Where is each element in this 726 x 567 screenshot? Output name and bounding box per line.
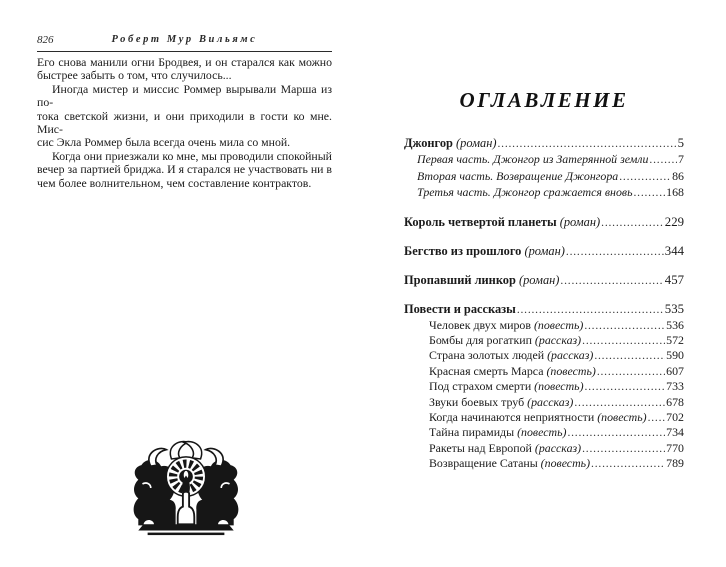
toc-entry-genre: (роман) xyxy=(556,214,601,229)
toc-entry xyxy=(404,456,684,471)
toc-entry-page: 535 xyxy=(664,301,684,316)
toc-entry xyxy=(404,152,684,169)
text-line: чем более волнительном, чем составление контрактов. xyxy=(37,175,312,190)
toc-entry xyxy=(404,169,684,186)
publisher-vignette-icon xyxy=(130,438,242,538)
toc-entry xyxy=(404,136,684,152)
body-text xyxy=(37,56,332,190)
toc-entry xyxy=(404,215,684,231)
dot-leader xyxy=(591,456,665,471)
toc-entry-page: 5 xyxy=(677,136,684,150)
toc-entry xyxy=(404,441,684,456)
toc-entry-title: Возвращение Сатаны (повесть) xyxy=(429,456,591,471)
toc-entry-genre: (повесть) xyxy=(543,363,596,378)
toc-entry xyxy=(404,348,684,363)
text-line: сис Экла Роммер была всегда очень мила со мной. xyxy=(37,135,291,150)
toc-entry xyxy=(404,333,684,348)
toc-entry-genre: (рассказ) xyxy=(544,348,594,363)
toc-entry-genre: (рассказ) xyxy=(531,440,582,455)
table-of-contents xyxy=(404,88,684,472)
toc-entry xyxy=(404,364,684,379)
dot-leader xyxy=(649,152,677,169)
dot-leader xyxy=(619,169,671,186)
toc-entry-genre: (роман) xyxy=(515,272,560,287)
dot-leader xyxy=(497,136,676,152)
toc-entry-page: 734 xyxy=(666,425,684,440)
toc-entry-genre: (роман) xyxy=(521,243,565,258)
toc-entry-page: 457 xyxy=(664,272,684,287)
header-rule xyxy=(37,51,332,52)
toc-entry xyxy=(404,244,684,260)
toc-entry-genre: (роман) xyxy=(452,136,497,150)
toc-entry-genre: (повесть) xyxy=(514,425,567,440)
toc-entry-page: 344 xyxy=(664,243,684,258)
dot-leader xyxy=(584,318,665,333)
dot-leader xyxy=(582,333,665,348)
text-line: тока светской жизни, и они приходили в гости ко мне. Мис- xyxy=(37,108,332,137)
toc-entry xyxy=(404,185,684,202)
toc-entry-title: Пропавший линкор (роман) xyxy=(404,272,560,287)
dot-leader xyxy=(597,364,665,379)
toc-entry xyxy=(404,273,684,289)
dot-leader xyxy=(648,410,666,425)
toc-entry xyxy=(404,302,684,318)
text-line: Его снова манили огни Бродвея, и он старался как можно xyxy=(37,55,332,69)
toc-entry-page: 7 xyxy=(678,152,684,166)
toc-entry-title: Третья часть. Джонгор сражается вновь xyxy=(417,185,633,199)
toc-entry-title: Бомбы для рогаткип (рассказ) xyxy=(429,332,582,347)
toc-entry-page: 702 xyxy=(666,409,684,424)
toc-entry-page: 733 xyxy=(666,379,684,394)
toc-entry-page: 572 xyxy=(666,332,684,347)
dot-leader xyxy=(601,215,664,231)
text-line: быстрее забыть о том, что случилось... xyxy=(37,68,232,83)
text-line: Когда они приезжали ко мне, мы проводили спокойный xyxy=(52,148,332,163)
dot-leader xyxy=(567,425,665,440)
toc-entry-title: Король четвертой планеты (роман) xyxy=(404,214,601,229)
toc-entry-title: Страна золотых людей (рассказ) xyxy=(429,348,594,363)
toc-entry xyxy=(404,379,684,394)
toc-entry-page: 86 xyxy=(672,168,684,183)
toc-entry-genre: (рассказ) xyxy=(524,394,574,409)
toc-entry xyxy=(404,395,684,410)
text-line: Иногда мистер и миссис Роммер вырывали Марша из по- xyxy=(37,81,332,110)
toc-entry-page: 536 xyxy=(666,317,684,332)
toc-entry-title: Бегство из прошлого (роман) xyxy=(404,243,565,258)
toc-entry-page: 590 xyxy=(666,348,684,363)
toc-entry-genre: (повесть) xyxy=(530,317,584,332)
toc-entry-page: 229 xyxy=(664,214,684,229)
dot-leader xyxy=(566,244,664,260)
toc-entry-page: 789 xyxy=(666,456,684,471)
toc-entries xyxy=(404,136,684,472)
dot-leader xyxy=(517,302,664,318)
toc-entry-title: Когда начинаются неприятности (повесть) xyxy=(429,409,647,424)
toc-entry-title: Звуки боевых труб (рассказ) xyxy=(429,394,574,409)
page-number: 826 xyxy=(37,34,54,46)
toc-entry-title: Под страхом смерти (повесть) xyxy=(429,379,584,394)
toc-entry-title: Ракеты над Европой (рассказ) xyxy=(429,440,582,455)
toc-entry-title: Тайна пирамиды (повесть) xyxy=(429,425,567,440)
dot-leader xyxy=(560,273,663,289)
toc-entry-title: Повести и рассказы xyxy=(404,301,516,316)
toc-entry xyxy=(404,410,684,425)
toc-entry-title: Вторая часть. Возвращение Джонгора xyxy=(417,168,619,183)
toc-entry-genre: (повесть) xyxy=(594,409,647,424)
toc-entry-title: Человек двух миров (повесть) xyxy=(429,317,584,332)
toc-entry xyxy=(404,318,684,333)
toc-entry-page: 607 xyxy=(666,363,684,378)
toc-entry-title: Первая часть. Джонгор из Затерянной земли xyxy=(417,152,649,166)
toc-entry-genre: (рассказ) xyxy=(531,332,582,347)
toc-entry-genre: (повесть) xyxy=(531,379,584,394)
toc-entry-page: 770 xyxy=(666,440,684,455)
dot-leader xyxy=(574,395,665,410)
toc-entry-page: 168 xyxy=(666,185,684,199)
dot-leader xyxy=(585,379,666,394)
toc-entry-page: 678 xyxy=(666,394,684,409)
dot-leader xyxy=(594,348,665,363)
dot-leader xyxy=(633,185,665,202)
dot-leader xyxy=(582,441,665,456)
running-header xyxy=(37,34,332,49)
page-left xyxy=(37,34,332,190)
toc-entry xyxy=(404,425,684,440)
toc-entry-genre: (повесть) xyxy=(537,456,591,471)
text-line: вечер за партией бриджа. И я старался не участвовать ни в xyxy=(37,162,332,177)
running-title: Роберт Мур Вильямс xyxy=(111,34,258,45)
toc-entry-title: Джонгор (роман) xyxy=(404,136,497,150)
toc-title: ОГЛАВЛЕНИЕ xyxy=(459,88,629,112)
toc-entry-title: Красная смерть Марса (повесть) xyxy=(429,363,596,378)
